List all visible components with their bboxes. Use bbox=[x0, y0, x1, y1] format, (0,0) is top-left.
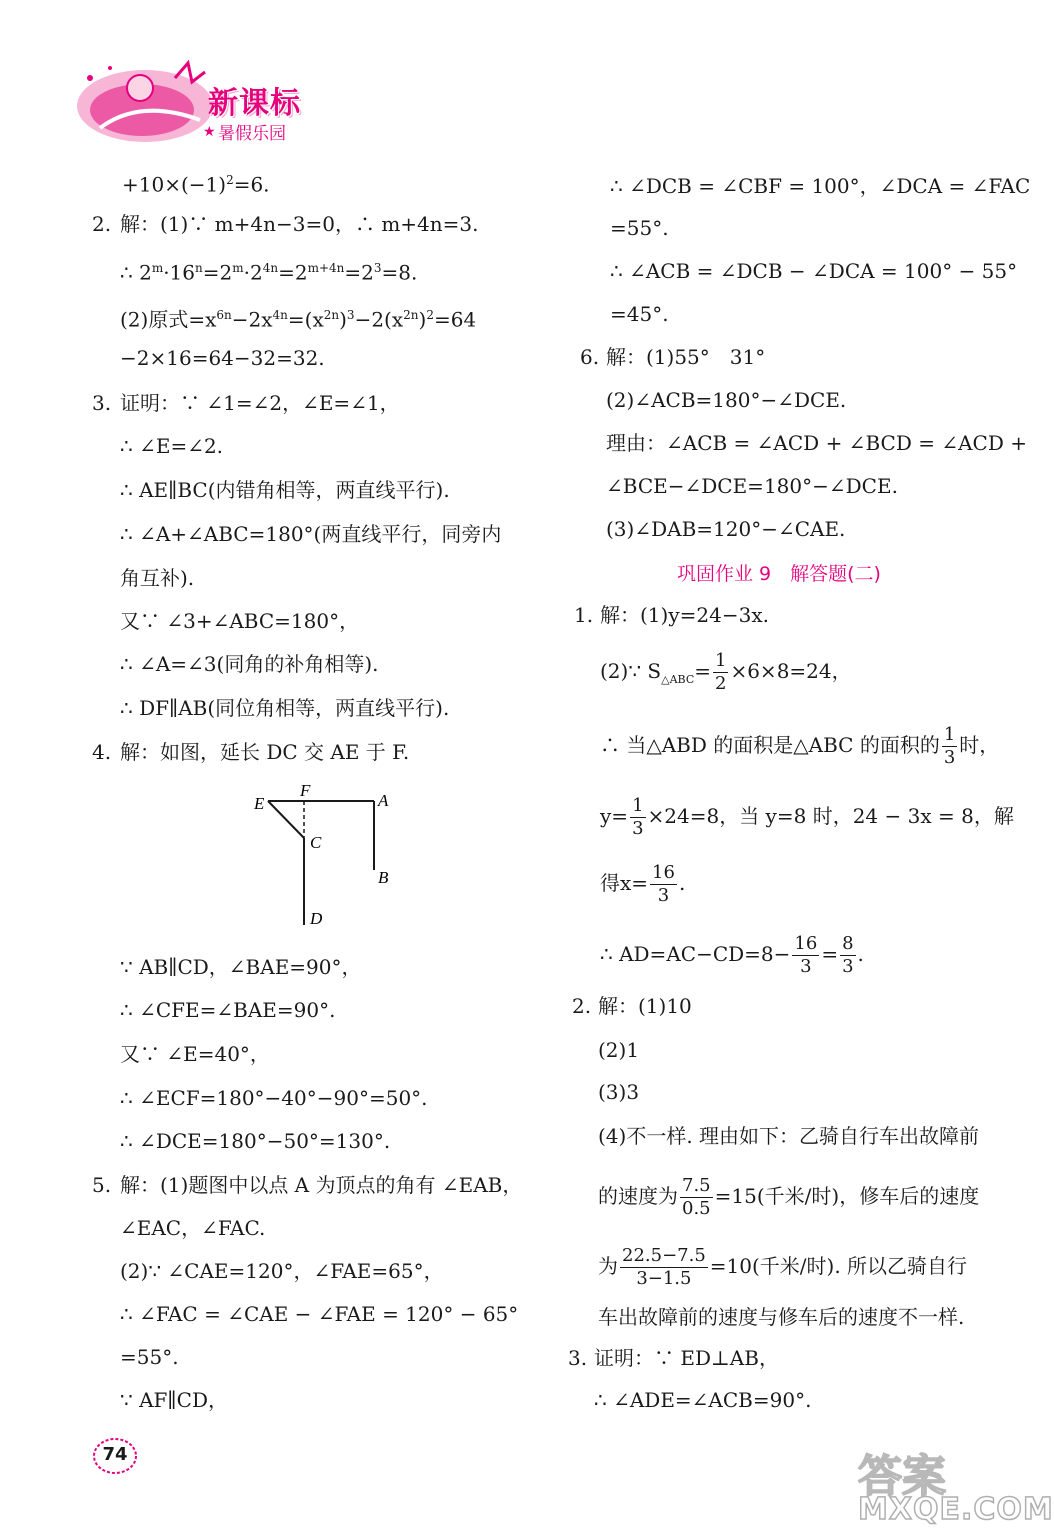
text-line: ∴ ∠CFE=∠BAE=90°. bbox=[120, 998, 336, 1022]
problem-number: 1. bbox=[574, 603, 594, 627]
watermark-url: MXQE.COM bbox=[858, 1492, 1054, 1527]
text-line: $+10\times(-1)^2=6$. bbox=[122, 172, 270, 197]
text-line: (4)不一样. 理由如下：乙骑自行车出故障前 bbox=[598, 1124, 980, 1148]
text-line: ∴ AD=AC−CD=8− $\frac{16}{3}$ = $\frac{8}{3}$ . bbox=[600, 933, 864, 977]
text-line: (3)3 bbox=[598, 1080, 640, 1104]
label-d: D bbox=[310, 909, 323, 928]
problem-number: 3. bbox=[92, 391, 112, 415]
text-line: ∴ AE∥BC(内错角相等，两直线平行). bbox=[120, 478, 450, 502]
text-line: ∴ ∠E=∠2. bbox=[120, 434, 224, 458]
page-number: 74 bbox=[102, 1444, 128, 1465]
label-b: B bbox=[378, 868, 389, 887]
text-line: 证明：∵ ED⊥AB， bbox=[594, 1346, 779, 1370]
text-line: 的速度为 $\frac{7.5}{0.5}$ =15(千米/时)，修车后的速度 bbox=[598, 1175, 980, 1219]
text-line: (2)原式$=x^{6n}-2x^{4n}=(x^{2n})^3-2(x^{2n})^2=64$ bbox=[120, 307, 477, 332]
section-heading: 巩固作业 9 解答题(二) bbox=[677, 563, 881, 585]
text-line: 解：(1)y=24−3x. bbox=[600, 603, 769, 627]
text-line: ∴ ∠ACB = ∠DCB − ∠DCA = 100° − 55° bbox=[610, 259, 1018, 283]
text-line: ∴ ∠A=∠3(同角的补角相等). bbox=[120, 652, 379, 676]
text-line: ∵ AB∥CD，∠BAE=90°， bbox=[120, 955, 362, 979]
label-e: E bbox=[254, 794, 265, 813]
text-line: =45°. bbox=[610, 302, 669, 326]
text-line: ∴ ∠ECF=180°−40°−90°=50°. bbox=[120, 1086, 428, 1110]
text-line: 车出故障前的速度与修车后的速度不一样. bbox=[598, 1305, 965, 1329]
problem-number: 4. bbox=[92, 740, 112, 764]
text-line: ∵ AF∥CD， bbox=[120, 1388, 228, 1412]
problem-number: 2. bbox=[572, 994, 592, 1018]
text-line: =55°. bbox=[610, 216, 669, 240]
text-line: (2)∠ACB=180°−∠DCE. bbox=[606, 388, 847, 412]
label-f: F bbox=[300, 781, 311, 800]
text-line: ∴ ∠FAC = ∠CAE − ∠FAE = 120° − 65° bbox=[120, 1302, 519, 1326]
text-line: ∠BCE−∠DCE=180°−∠DCE. bbox=[606, 474, 898, 498]
logo-subtitle: 暑假乐园 bbox=[218, 124, 286, 144]
text-line: ∴ ∠DCB = ∠CBF = 100°，∠DCA = ∠FAC bbox=[610, 174, 1031, 198]
problem-number: 6. bbox=[580, 345, 600, 369]
text-line: (2)∵ ∠CAE=120°，∠FAE=65°， bbox=[120, 1259, 444, 1283]
text-line: 得x= $\frac{16}{3}$ . bbox=[600, 862, 686, 906]
fraction: $\frac{1}{2}$ bbox=[715, 650, 727, 694]
text-line: 解：如图，延长 DC 交 AE 于 F. bbox=[120, 740, 410, 764]
text-line: 为 $\frac{22.5-7.5}{3-1.5}$ =10(千米/时). 所以乙骑自行 bbox=[598, 1245, 968, 1289]
text-line: ∴ ∠ADE=∠ACB=90°. bbox=[594, 1388, 812, 1412]
text-line: 解：(1)∵ m+4n−3=0，∴ m+4n=3. bbox=[120, 212, 479, 236]
text-line: y= $\frac{1}{3}$ ×24=8，当 y=8 时，24 − 3x = 8，解 bbox=[600, 795, 1014, 839]
text-line: ∴ 当△ABD 的面积是△ABC 的面积的 $\frac{1}{3}$ 时， bbox=[600, 724, 1000, 768]
segment-ec bbox=[268, 801, 304, 838]
fraction: $\frac{1}{3}$ bbox=[632, 795, 644, 839]
fraction: $\frac{16}{3}$ bbox=[652, 862, 675, 906]
text-line: ∴ ∠DCE=180°−50°=130°. bbox=[120, 1129, 391, 1153]
fraction: $\frac{16}{3}$ bbox=[794, 933, 818, 977]
text-line: −2×16=64−32=32. bbox=[120, 346, 325, 370]
text-line: 解：(1)55° 31° bbox=[606, 345, 766, 369]
text-line: 又∵ ∠3+∠ABC=180°， bbox=[120, 609, 360, 633]
fraction: $\frac{8}{3}$ bbox=[842, 933, 854, 977]
label-a: A bbox=[378, 791, 389, 810]
problem-number: 2. bbox=[92, 212, 112, 236]
text-line: (3)∠DAB=120°−∠CAE. bbox=[606, 517, 846, 541]
text-line: 又∵ ∠E=40°， bbox=[120, 1042, 270, 1066]
fraction: $\frac{7.5}{0.5}$ bbox=[682, 1175, 711, 1219]
text-line: ∠EAC，∠FAC. bbox=[120, 1216, 266, 1240]
text-line: 解：(1)10 bbox=[598, 994, 692, 1018]
text-line: 解：(1)题图中以点 A 为顶点的角有 ∠EAB， bbox=[120, 1173, 523, 1197]
logo-title: 新课标 bbox=[208, 86, 301, 121]
star-icon: ★ bbox=[203, 124, 216, 140]
watermark-logo: 答案 bbox=[858, 1451, 946, 1502]
problem-number: 3. bbox=[568, 1346, 588, 1370]
label-c: C bbox=[310, 833, 322, 852]
geometry-diagram bbox=[246, 780, 406, 935]
problem-number: 5. bbox=[92, 1173, 112, 1197]
fraction: $\frac{22.5-7.5}{3-1.5}$ bbox=[622, 1245, 706, 1289]
text-line: ∴ DF∥AB(同位角相等，两直线平行). bbox=[120, 696, 450, 720]
text-line: 理由：∠ACB = ∠ACD + ∠BCD = ∠ACD + bbox=[606, 431, 1027, 455]
text-line: ∴ ∠A+∠ABC=180°(两直线平行，同旁内 bbox=[120, 522, 502, 546]
text-line: 证明：∵ ∠1=∠2，∠E=∠1， bbox=[120, 391, 400, 415]
fraction: $\frac{1}{3}$ bbox=[943, 724, 956, 768]
text-line: (2)∵ $S_{\triangle ABC}=$ $\frac{1}{2}$ ×6×8=24， bbox=[600, 650, 852, 694]
text-line: 角互补). bbox=[120, 566, 195, 590]
text-line: (2)1 bbox=[598, 1038, 640, 1062]
text-line: =55°. bbox=[120, 1345, 179, 1369]
text-line: ∴ $2^m\cdot 16^n=2^m\cdot 2^{4n}=2^{m+4n}=2^3=8$. bbox=[120, 260, 418, 285]
